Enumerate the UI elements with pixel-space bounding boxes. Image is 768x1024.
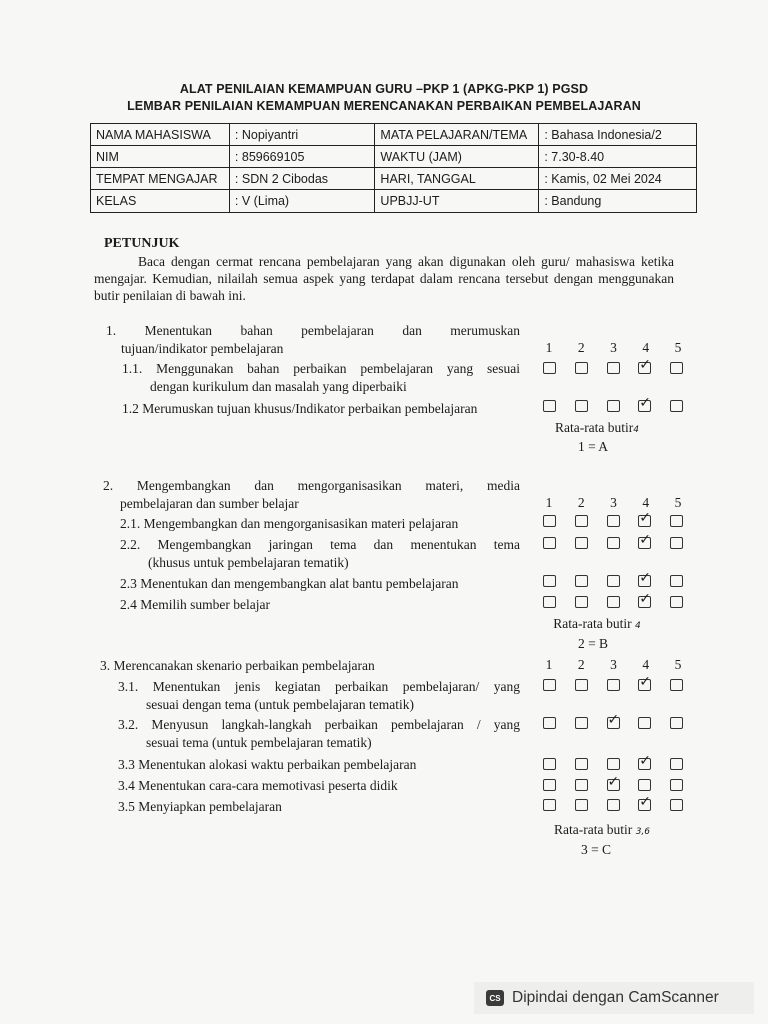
checkbox[interactable]	[543, 362, 556, 374]
item-1-1: 1.1. Menggunakan bahan perbaikan pembelajaran yang sesuai	[122, 361, 520, 376]
instructions-text	[94, 253, 674, 304]
checkbox[interactable]	[670, 362, 683, 374]
checkbox[interactable]	[543, 400, 556, 412]
average-value: 3,6	[635, 827, 651, 837]
label-cell: WAKTU (JAM)	[375, 146, 539, 168]
grade: 3 = C	[580, 842, 612, 857]
label-cell: NAMA MAHASISWA	[91, 124, 230, 146]
checkbox[interactable]	[543, 717, 556, 729]
checkbox[interactable]	[638, 717, 651, 729]
table-row	[91, 168, 697, 190]
rating-boxes	[543, 575, 683, 587]
item-3-2: 3.2. Menyusun langkah-langkah perbaikan pembelajaran / yang	[118, 717, 520, 732]
checkbox[interactable]	[575, 515, 588, 527]
average-row	[532, 616, 662, 632]
label-cell: MATA PELAJARAN/TEMA	[375, 124, 539, 146]
checkbox-checked[interactable]	[638, 515, 651, 527]
form-subtitle: LEMBAR PENILAIAN KEMAMPUAN MERENCANAKAN PERBAIKAN PEMBELAJARAN	[127, 99, 641, 113]
checkbox[interactable]	[575, 400, 588, 412]
item-2-3: 2.3 Menentukan dan mengembangkan alat bantu pembelajaran	[120, 576, 459, 591]
checkbox[interactable]	[575, 537, 588, 549]
checkbox[interactable]	[670, 515, 683, 527]
grade: 1 = A	[577, 439, 609, 454]
checkbox[interactable]	[607, 537, 620, 549]
value-cell: : Kamis, 02 Mei 2024	[539, 168, 697, 190]
checkbox-checked[interactable]	[607, 779, 620, 791]
checkbox-checked[interactable]	[638, 596, 651, 608]
checkbox[interactable]	[543, 679, 556, 691]
checkbox[interactable]	[575, 679, 588, 691]
checkbox[interactable]	[543, 758, 556, 770]
checkbox[interactable]	[607, 679, 620, 691]
label-cell: NIM	[91, 146, 230, 168]
item-2-4: 2.4 Memilih sumber belajar	[120, 597, 270, 612]
instructions-heading: PETUNJUK	[104, 236, 180, 251]
section-2-title-cont: pembelajaran dan sumber belajar	[120, 496, 299, 511]
scanner-watermark	[474, 982, 754, 1014]
rating-boxes	[543, 400, 683, 412]
value-cell: : Bahasa Indonesia/2	[539, 124, 697, 146]
score-scale: 1 2 3 4 5	[545, 495, 682, 510]
value-cell: : Nopiyantri	[229, 124, 375, 146]
checkbox[interactable]	[670, 799, 683, 811]
checkbox[interactable]	[670, 779, 683, 791]
checkbox[interactable]	[607, 515, 620, 527]
camscanner-logo-icon: CS	[486, 990, 504, 1006]
rating-boxes	[543, 799, 683, 811]
rating-boxes	[543, 537, 683, 549]
score-scale: 1 2 3 4 5	[545, 340, 682, 355]
table-row	[91, 190, 697, 213]
rating-boxes	[543, 779, 683, 791]
checkbox[interactable]	[575, 779, 588, 791]
checkbox[interactable]	[607, 596, 620, 608]
section-1-title-cont: tujuan/indikator pembelajaran	[121, 341, 284, 356]
checkbox[interactable]	[670, 575, 683, 587]
checkbox[interactable]	[670, 758, 683, 770]
item-3-4: 3.4 Menentukan cara-cara memotivasi peserta didik	[118, 778, 398, 793]
checkbox-checked[interactable]	[638, 758, 651, 770]
checkbox[interactable]	[543, 537, 556, 549]
checkbox[interactable]	[638, 779, 651, 791]
item-3-1: 3.1. Menentukan jenis kegiatan perbaikan pembelajaran/ yang	[118, 679, 520, 694]
value-cell: : 7.30-8.40	[539, 146, 697, 168]
identity-table	[90, 123, 697, 213]
item-2-2: 2.2. Mengembangkan jaringan tema dan menentukan tema	[120, 537, 520, 552]
item-1-1-cont: dengan kurikulum dan masalah yang diperbaiki	[150, 379, 407, 394]
average-row	[537, 822, 667, 838]
grade: 2 = B	[577, 636, 609, 651]
checkbox[interactable]	[543, 515, 556, 527]
score-scale: 1 2 3 4 5	[545, 657, 682, 672]
checkbox[interactable]	[670, 679, 683, 691]
instructions-body: Baca dengan cermat rencana pembelajaran yang akan digunakan oleh guru/ mahasiswa ketika mengajar. Kemudian, nilailah semua aspek yang terdapat dalam rencana tersebut dengan menggunakan butir penilaian di bawah ini.	[94, 254, 674, 303]
label-cell: UPBJJ-UT	[375, 190, 539, 213]
rating-boxes	[543, 717, 683, 729]
checkbox[interactable]	[575, 596, 588, 608]
checkbox[interactable]	[607, 362, 620, 374]
checkbox-checked[interactable]	[638, 400, 651, 412]
checkbox[interactable]	[670, 400, 683, 412]
value-cell: : V (Lima)	[229, 190, 375, 213]
value-cell: : Bandung	[539, 190, 697, 213]
checkbox[interactable]	[670, 537, 683, 549]
form-title: ALAT PENILAIAN KEMAMPUAN GURU –PKP 1 (APKG-PKP 1) PGSD	[179, 82, 589, 96]
checkbox[interactable]	[575, 575, 588, 587]
checkbox[interactable]	[575, 799, 588, 811]
average-value: 4	[633, 425, 640, 435]
rating-boxes	[543, 758, 683, 770]
checkbox-checked[interactable]	[638, 362, 651, 374]
checkbox[interactable]	[543, 799, 556, 811]
checkbox-checked[interactable]	[638, 575, 651, 587]
checkbox-checked[interactable]	[638, 799, 651, 811]
section-1-title: 1. Menentukan bahan pembelajaran dan merumuskan	[106, 323, 520, 338]
label-cell: TEMPAT MENGAJAR	[91, 168, 230, 190]
rating-boxes	[543, 596, 683, 608]
average-row	[532, 420, 662, 436]
checkbox[interactable]	[575, 362, 588, 374]
item-2-1: 2.1. Mengembangkan dan mengorganisasikan materi pelajaran	[120, 516, 459, 531]
section-2-title: 2. Mengembangkan dan mengorganisasikan materi, media	[103, 478, 520, 493]
item-3-5: 3.5 Menyiapkan pembelajaran	[118, 799, 282, 814]
checkbox[interactable]	[575, 717, 588, 729]
checkbox[interactable]	[607, 799, 620, 811]
checkbox[interactable]	[543, 596, 556, 608]
checkbox[interactable]	[543, 575, 556, 587]
checkbox-checked[interactable]	[607, 717, 620, 729]
item-3-1-cont: sesuai dengan tema (untuk pembelajaran tematik)	[146, 697, 415, 712]
rating-boxes	[543, 515, 683, 527]
average-label: Rata-rata butir	[553, 822, 633, 837]
checkbox[interactable]	[575, 758, 588, 770]
item-1-2: 1.2 Merumuskan tujuan khusus/Indikator perbaikan pembelajaran	[122, 401, 478, 416]
label-cell: KELAS	[91, 190, 230, 213]
average-label: Rata-rata butir	[553, 616, 632, 631]
section-3-title: 3. Merencanakan skenario perbaikan pembelajaran	[100, 658, 375, 673]
checkbox[interactable]	[607, 575, 620, 587]
checkbox-checked[interactable]	[638, 679, 651, 691]
item-3-2-cont: sesuai tema (untuk pembelajaran tematik)	[146, 735, 372, 750]
average-value: 4	[634, 621, 641, 631]
checkbox[interactable]	[543, 779, 556, 791]
item-3-3: 3.3 Menentukan alokasi waktu perbaikan pembelajaran	[118, 757, 417, 772]
checkbox-checked[interactable]	[638, 537, 651, 549]
table-row	[91, 146, 697, 168]
item-2-2-cont: (khusus untuk pembelajaran tematik)	[148, 555, 349, 570]
value-cell: : 859669105	[229, 146, 375, 168]
rating-boxes	[543, 362, 683, 374]
checkbox[interactable]	[670, 717, 683, 729]
checkbox[interactable]	[670, 596, 683, 608]
watermark-text: Dipindai dengan CamScanner	[512, 989, 719, 1006]
table-row	[91, 124, 697, 146]
value-cell: : SDN 2 Cibodas	[229, 168, 375, 190]
checkbox[interactable]	[607, 400, 620, 412]
checkbox[interactable]	[607, 758, 620, 770]
rating-boxes	[543, 679, 683, 691]
average-label: Rata-rata butir	[554, 420, 634, 435]
label-cell: HARI, TANGGAL	[375, 168, 539, 190]
